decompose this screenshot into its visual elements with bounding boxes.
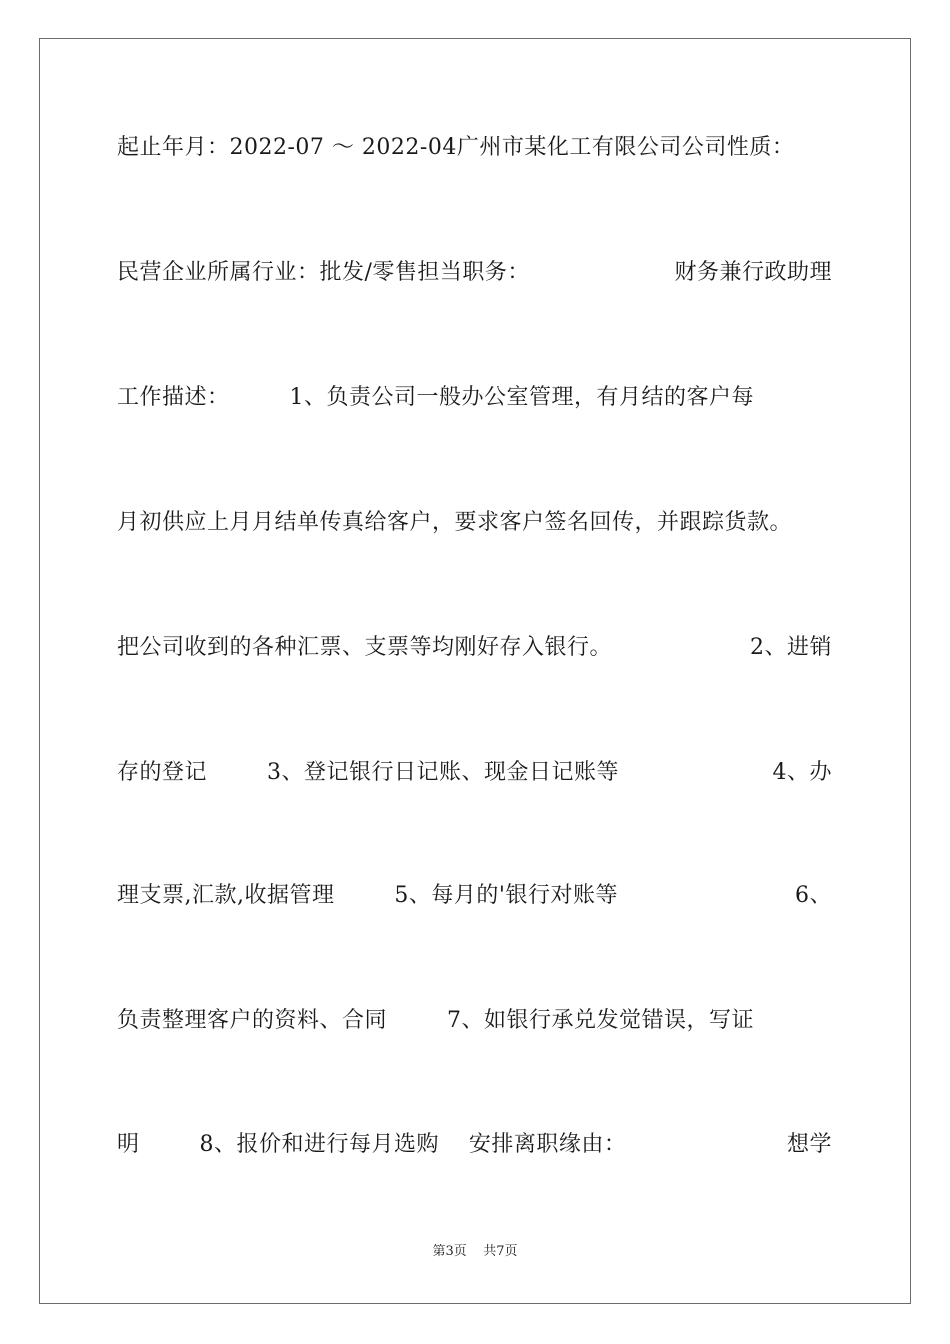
text-line-6 <box>117 758 832 788</box>
text-line-9 <box>117 1130 832 1160</box>
text-line-3 <box>117 383 832 413</box>
text-line-1 <box>117 133 832 163</box>
text-line-9-end: 想学 <box>786 1132 832 1157</box>
text-line-8 <box>117 1006 832 1036</box>
text-line-5 <box>117 633 832 663</box>
text-line-6-main: 存的登记 3、登记银行日记账、现金日记账等 <box>117 760 619 785</box>
text-line-8-main: 负责整理客户的资料、合同 7、如银行承兑发觉错误，写证 <box>117 1008 754 1033</box>
text-line-7 <box>117 881 832 911</box>
text-line-7-end: 6、 <box>795 883 832 908</box>
text-line-7-main: 理支票,汇款,收据管理 5、每月的'银行对账等 <box>117 883 618 908</box>
text-line-1-main: 起止年月：2022-07 ～ 2022-04广州市某化工有限公司公司性质： <box>117 135 795 160</box>
text-line-6-end: 4、办 <box>772 760 832 785</box>
text-line-2-end: 财务兼行政助理 <box>674 260 832 285</box>
text-line-2-main: 民营企业所属行业：批发/零售担当职务： <box>117 260 530 285</box>
text-line-2 <box>117 258 832 288</box>
text-line-3-main: 工作描述： 1、负责公司一般办公室管理，有月结的客户每 <box>117 385 754 410</box>
text-line-4 <box>117 508 832 538</box>
page-border <box>39 38 911 1304</box>
text-line-9-main: 明 8、报价和进行每月选购 安排离职缘由： <box>117 1132 627 1157</box>
page-number-footer: 第3页 共7页 <box>432 1244 518 1259</box>
text-line-5-main: 把公司收到的各种汇票、支票等均刚好存入银行。 <box>117 635 613 660</box>
text-line-4-main: 月初供应上月月结单传真给客户，要求客户签名回传，并跟踪货款。 <box>117 510 793 535</box>
text-line-5-end: 2、进销 <box>750 635 832 660</box>
